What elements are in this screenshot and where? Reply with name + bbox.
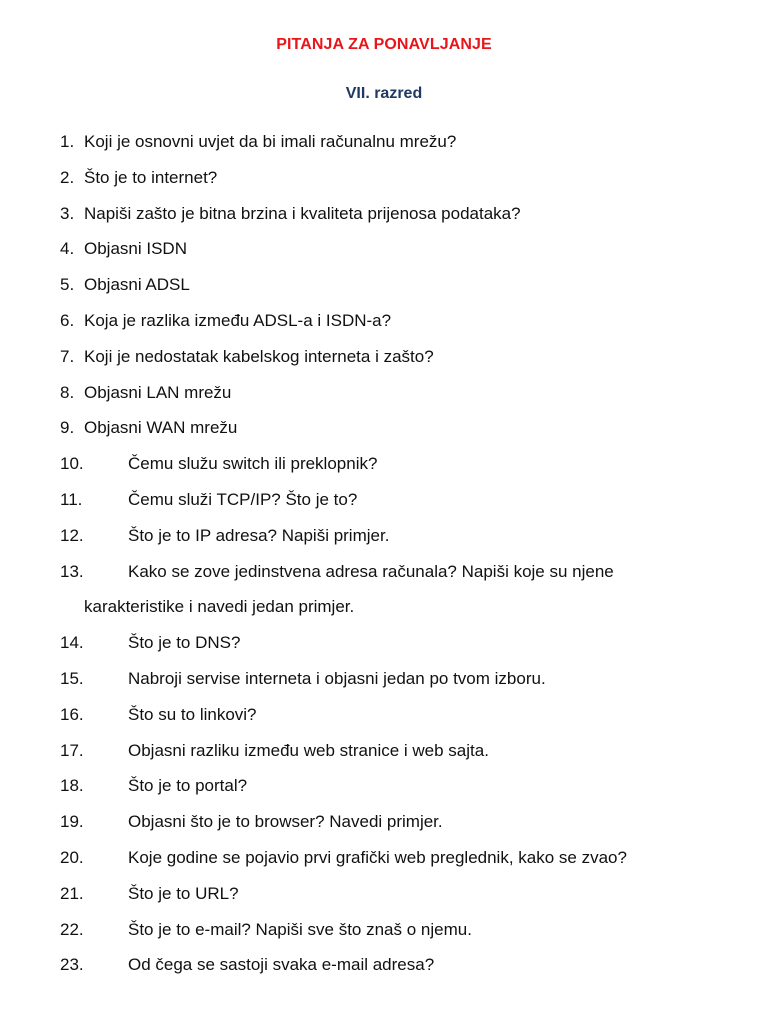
question-text: Nabroji servise interneta i objasni jedan po tvom izboru. xyxy=(128,668,546,688)
question-item xyxy=(0,309,768,345)
question-text: Koji je nedostatak kabelskog interneta i zašto? xyxy=(84,346,434,366)
question-number: 15. xyxy=(60,668,84,688)
question-item xyxy=(0,882,768,918)
question-number: 22. xyxy=(60,919,84,939)
question-number: 11. xyxy=(60,489,83,509)
question-number: 14. xyxy=(60,633,84,653)
question-text: Čemu služu switch ili preklopnik? xyxy=(128,454,378,474)
question-number: 3. xyxy=(60,203,75,223)
question-number: 12. xyxy=(60,525,84,545)
question-text: Što je to e-mail? Napiši sve što znaš o njemu. xyxy=(128,919,472,939)
question-text: Čemu služi TCP/IP? Što je to? xyxy=(128,489,358,509)
question-number: 1. xyxy=(60,132,75,151)
question-number: 20. xyxy=(60,847,84,867)
question-number: 13. xyxy=(60,561,84,581)
question-text-continuation: karakteristike i navedi jedan primjer. xyxy=(84,597,355,617)
question-item xyxy=(0,524,768,560)
question-item xyxy=(0,953,768,989)
question-text: Što je to portal? xyxy=(128,776,248,796)
question-text: Objasni što je to browser? Navedi primjer. xyxy=(128,812,443,832)
question-text: Koja je razlika između ADSL-a i ISDN-a? xyxy=(84,310,392,330)
question-number: 23. xyxy=(60,955,84,975)
question-item xyxy=(0,416,768,452)
question-number: 18. xyxy=(60,776,84,796)
question-number: 4. xyxy=(60,239,75,259)
question-item xyxy=(0,345,768,381)
question-text: Koje godine se pojavio prvi grafički web preglednik, kako se zvao? xyxy=(128,847,627,867)
question-text: Objasni ISDN xyxy=(84,239,187,259)
page-title: PITANJA ZA PONAVLJANJE xyxy=(276,36,492,53)
question-item xyxy=(0,774,768,810)
question-text: Od čega se sastoji svaka e-mail adresa? xyxy=(128,955,435,975)
question-item xyxy=(0,273,768,309)
question-number: 17. xyxy=(60,740,84,760)
question-item xyxy=(0,202,768,238)
question-text: Objasni LAN mrežu xyxy=(84,382,232,402)
question-list xyxy=(0,130,768,989)
question-number: 9. xyxy=(60,418,75,438)
question-text: Što su to linkovi? xyxy=(128,704,257,724)
question-text: Kako se zove jedinstvena adresa računala? Napiši koje su njene xyxy=(128,561,614,581)
question-number: 10. xyxy=(60,454,84,474)
question-item xyxy=(0,703,768,739)
question-text: Objasni WAN mrežu xyxy=(84,418,238,438)
question-item xyxy=(0,381,768,417)
question-text: Što je to IP adresa? Napiši primjer. xyxy=(128,525,390,545)
page-subtitle: VII. razred xyxy=(345,85,423,102)
question-item xyxy=(0,166,768,202)
question-number: 19. xyxy=(60,812,84,832)
question-item xyxy=(0,846,768,882)
question-number: 8. xyxy=(60,382,75,402)
question-item xyxy=(0,918,768,954)
question-item xyxy=(0,560,768,596)
question-item xyxy=(0,452,768,488)
question-text: Objasni razliku između web stranice i web sajta. xyxy=(128,740,489,760)
question-text: Napiši zašto je bitna brzina i kvaliteta prijenosa podataka? xyxy=(84,203,521,223)
question-item xyxy=(0,631,768,667)
question-item xyxy=(0,810,768,846)
question-text: Što je to URL? xyxy=(128,883,239,903)
question-number: 16. xyxy=(60,704,84,724)
question-text: Što je to DNS? xyxy=(128,633,241,653)
question-item xyxy=(0,739,768,775)
question-number: 5. xyxy=(60,275,75,295)
question-number: 21. xyxy=(60,883,84,903)
question-text: Što je to internet? xyxy=(84,167,218,187)
question-number: 6. xyxy=(60,310,75,330)
question-text: Koji je osnovni uvjet da bi imali računalnu mrežu? xyxy=(84,132,457,151)
question-number: 7. xyxy=(60,346,75,366)
question-item xyxy=(0,667,768,703)
question-item xyxy=(0,237,768,273)
question-item xyxy=(0,130,768,166)
question-item xyxy=(0,488,768,524)
question-continuation xyxy=(0,595,768,631)
question-number: 2. xyxy=(60,167,75,187)
question-text: Objasni ADSL xyxy=(84,275,190,295)
